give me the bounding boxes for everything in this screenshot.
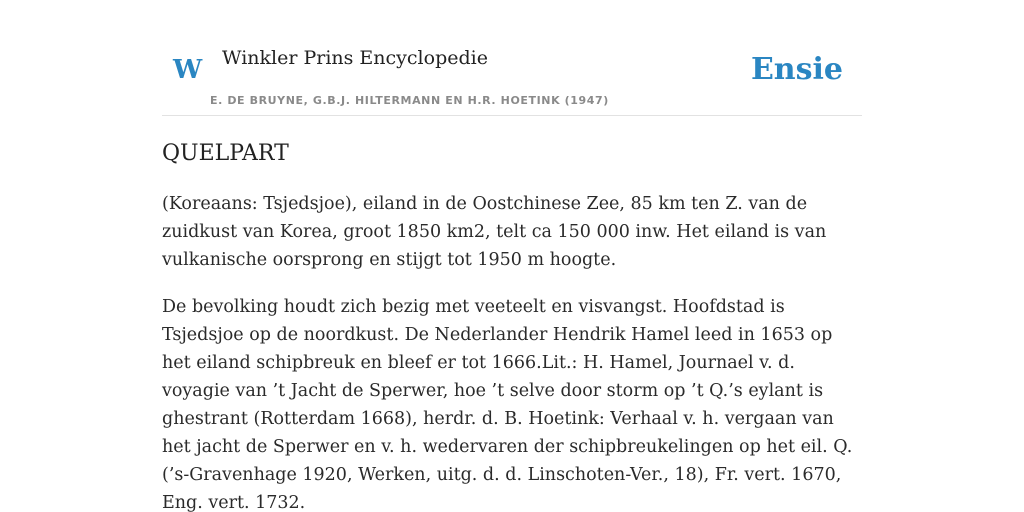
encyclopedia-header: [162, 40, 862, 116]
publication-logo[interactable]: W: [173, 55, 203, 85]
ensie-logo[interactable]: Ensie: [750, 52, 843, 87]
article: [162, 138, 862, 512]
publication-title[interactable]: Winkler Prins Encyclopedie: [222, 47, 488, 69]
article-paragraph: De bevolking houdt zich bezig met veeteelt en visvangst. Hoofdstad is Tsjedsjoe op de noordkust. De Nederlander Hendrik Hamel leed in 1653 op het eiland schipbreuk en bleef er tot 1666.Lit.: H. Hamel, Journael v. d. voyagie van ’t Jacht de Sperwer, hoe ’t selve door storm op ’t Q.’s eylant is ghestrant (Rotterdam 1668), herdr. d. B. Hoetink: Verhaal v. h. vergaan van het jacht de Sperwer en v. h. wedervaren der schipbreukelingen op het eil. Q. (’s-Gravenhage 1920, Werken, uitg. d. d. Linschoten-Ver., 18), Fr. vert. 1670, Eng. vert. 1732.: [162, 297, 853, 512]
article-headword: QUELPART: [162, 141, 289, 166]
article-paragraph: (Koreaans: Tsjedsjoe), eiland in de Oostchinese Zee, 85 km ten Z. van de zuidkust van Korea, groot 1850 km2, telt ca 150 000 inw. Het eiland is van vulkanische oorsprong en stijgt tot 1950 m hoogte.: [162, 194, 827, 270]
publication-authors: E. DE BRUYNE, G.B.J. HILTERMANN EN H.R. HOETINK (1947): [210, 94, 609, 107]
